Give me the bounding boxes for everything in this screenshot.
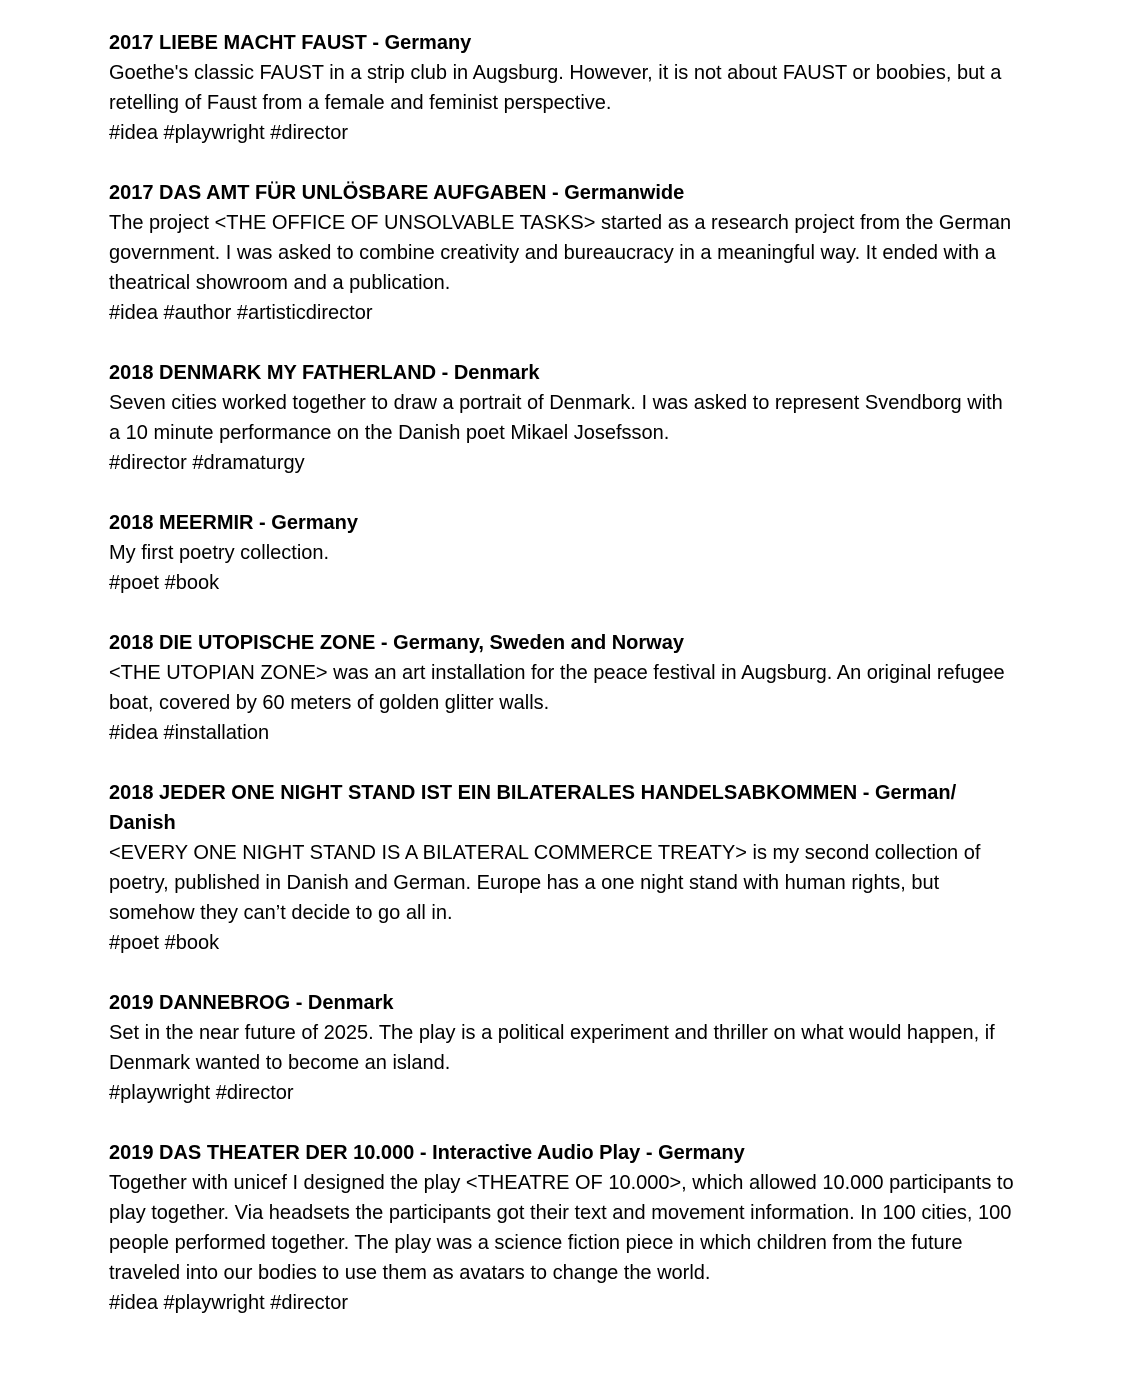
entry-title: 2019 DANNEBROG - Denmark [109, 992, 394, 1014]
entry-description: My first poetry collection. [109, 542, 330, 564]
entry-title: 2018 MEERMIR - Germany [109, 512, 358, 534]
project-entry [109, 508, 1019, 598]
entry-title: 2018 JEDER ONE NIGHT STAND IST EIN BILATERALES HANDELSABKOMMEN - German/ Danish [109, 782, 957, 834]
project-entry [109, 358, 1019, 478]
project-entry [109, 178, 1019, 328]
entry-tags: #poet #book [109, 932, 220, 954]
entry-title: 2017 DAS AMT FÜR UNLÖSBARE AUFGABEN - Germanwide [109, 182, 685, 204]
project-entry [109, 28, 1019, 148]
entry-title: 2018 DIE UTOPISCHE ZONE - Germany, Sweden and Norway [109, 632, 684, 654]
project-entry [109, 778, 1019, 958]
entry-tags: #idea #installation [109, 722, 270, 744]
entry-tags: #idea #playwright #director [109, 122, 349, 144]
entry-description: Goethe's classic FAUST in a strip club in Augsburg. However, it is not about FAUST or boobies, but a retelling of Faust from a female and feminist perspective. [109, 62, 1002, 114]
entry-description: Set in the near future of 2025. The play is a political experiment and thriller on what would happen, if Denmark wanted to become an island. [109, 1022, 995, 1074]
project-entry [109, 1138, 1019, 1318]
entry-tags: #idea #author #artisticdirector [109, 302, 373, 324]
entry-tags: #idea #playwright #director [109, 1292, 349, 1314]
entry-description: Together with unicef I designed the play <THEATRE OF 10.000>, which allowed 10.000 participants to play together. Via headsets the participants got their text and movement information. In 100 cities, 100 people performed together. The play was a science fiction piece in which children from the future traveled into our bodies to use them as avatars to change the world. [109, 1172, 1014, 1284]
entry-description: The project <THE OFFICE OF UNSOLVABLE TASKS> started as a research project from the German government. I was asked to combine creativity and bureaucracy in a meaningful way. It ended with a theatrical showroom and a publication. [109, 212, 1012, 294]
entry-title: 2018 DENMARK MY FATHERLAND - Denmark [109, 362, 540, 384]
project-entry [109, 988, 1019, 1108]
entry-title: 2019 DAS THEATER DER 10.000 - Interactive Audio Play - Germany [109, 1142, 745, 1164]
entry-description: Seven cities worked together to draw a portrait of Denmark. I was asked to represent Svendborg with a 10 minute performance on the Danish poet Mikael Josefsson. [109, 392, 1003, 444]
project-entry [109, 628, 1019, 748]
document-body [109, 28, 1019, 1348]
entry-description: <EVERY ONE NIGHT STAND IS A BILATERAL COMMERCE TREATY> is my second collection of poetry, published in Danish and German. Europe has a one night stand with human rights, but somehow they can’t decide to go all in. [109, 842, 981, 924]
entry-tags: #playwright #director [109, 1082, 294, 1104]
entry-description: <THE UTOPIAN ZONE> was an art installation for the peace festival in Augsburg. An original refugee boat, covered by 60 meters of golden glitter walls. [109, 662, 1005, 714]
entry-title: 2017 LIEBE MACHT FAUST - Germany [109, 32, 472, 54]
entry-tags: #poet #book [109, 572, 220, 594]
entry-tags: #director #dramaturgy [109, 452, 305, 474]
